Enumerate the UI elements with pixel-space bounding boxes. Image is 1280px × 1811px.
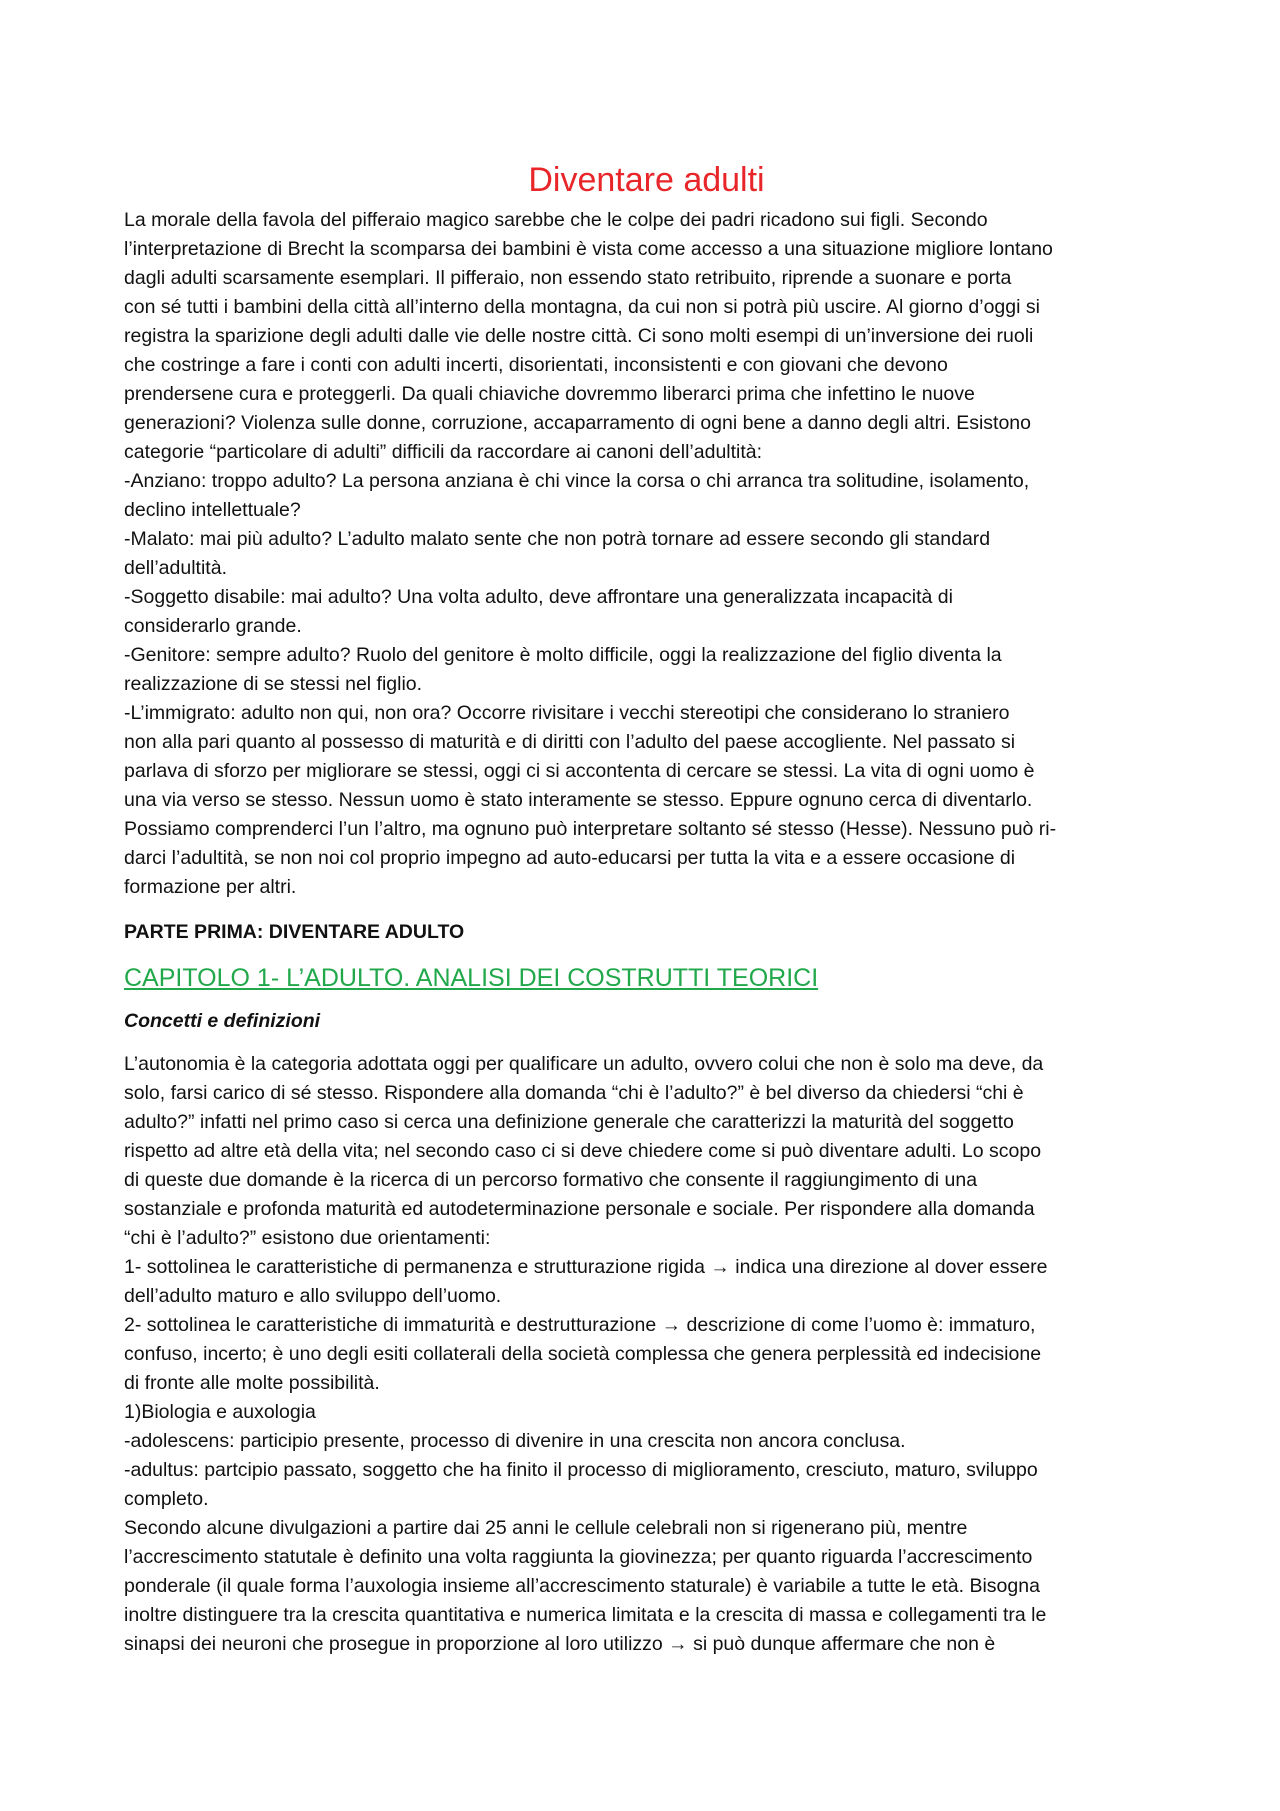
text-line: -adolescens: participio presente, processo di divenire in una crescita non ancora conclusa. [124, 1430, 906, 1452]
text-line: che costringe a fare i conti con adulti incerti, disorientati, inconsistenti e con giovani che devono [124, 354, 948, 376]
text-line: dell’adulto maturo e allo sviluppo dell’uomo. [124, 1285, 502, 1307]
part-heading: PARTE PRIMA: DIVENTARE ADULTO [124, 921, 465, 943]
text-line: dagli adulti scarsamente esemplari. Il pifferaio, non essendo stato retribuito, riprende a suonare e porta [124, 267, 1012, 289]
text-line: -adultus: partcipio passato, soggetto che ha finito il processo di miglioramento, cresciuto, maturo, sviluppo [124, 1459, 1038, 1481]
text-line: declino intellettuale? [124, 499, 301, 521]
text-line: -Genitore: sempre adulto? Ruolo del genitore è molto difficile, oggi la realizzazione del figlio diventa la [124, 644, 1002, 666]
text-line: adulto?” infatti nel primo caso si cerca una definizione generale che caratterizzi la maturità del soggetto [124, 1111, 1014, 1133]
text-line: “chi è l’adulto?” esistono due orientamenti: [124, 1227, 491, 1249]
text-line: sostanziale e profonda maturità ed autodeterminazione personale e sociale. Per rispondere alla domanda [124, 1198, 1035, 1220]
text-line: -L’immigrato: adulto non qui, non ora? Occorre rivisitare i vecchi stereotipi che considerano lo straniero [124, 702, 1010, 724]
text-line: dell’adultità. [124, 557, 227, 579]
text-line: prendersene cura e proteggerli. Da quali chiaviche dovremmo liberarci prima che infettino le nuove [124, 383, 975, 405]
text-line: 2- sottolinea le caratteristiche di immaturità e destrutturazione → descrizione di come l’uomo è: immaturo, [124, 1314, 1036, 1336]
section-heading: Concetti e definizioni [124, 1010, 321, 1032]
text-line: di fronte alle molte possibilità. [124, 1372, 380, 1394]
text-line: -Malato: mai più adulto? L’adulto malato sente che non potrà tornare ad essere secondo gli standard [124, 528, 991, 550]
page-content [124, 160, 1169, 1659]
text-line: -Anziano: troppo adulto? La persona anziana è chi vince la corsa o chi arranca tra solitudine, isolamento, [124, 470, 1030, 492]
text-line: rispetto ad altre età della vita; nel secondo caso ci si deve chiedere come si può diventare adulti. Lo scopo [124, 1140, 1042, 1162]
text-line: realizzazione di se stessi nel figlio. [124, 673, 423, 695]
chapter-heading: CAPITOLO 1- L’ADULTO. ANALISI DEI COSTRUTTI TEORICI [124, 964, 819, 992]
text-line: con sé tutti i bambini della città all’interno della montagna, da cui non si potrà più uscire. Al giorno d’oggi si [124, 296, 1040, 318]
text-line: sinapsi dei neuroni che prosegue in proporzione al loro utilizzo → si può dunque affermare che non è [124, 1633, 996, 1655]
text-line: l’interpretazione di Brecht la scomparsa dei bambini è vista come accesso a una situazione migliore lontano [124, 238, 1053, 260]
text-line: L’autonomia è la categoria adottata oggi per qualificare un adulto, ovvero colui che non è solo ma deve, da [124, 1053, 1044, 1075]
text-line: ponderale (il quale forma l’auxologia insieme all’accrescimento staturale) è variabile a tutte le età. Bisogna [124, 1575, 1040, 1597]
text-line: non alla pari quanto al possesso di maturità e di diritti con l’adulto del paese accogliente. Nel passato si [124, 731, 1016, 753]
text-line: La morale della favola del pifferaio magico sarebbe che le colpe dei padri ricadono sui figli. Secondo [124, 209, 988, 231]
text-line: inoltre distinguere tra la crescita quantitativa e numerica limitata e la crescita di massa e collegamenti tra le [124, 1604, 1047, 1626]
text-line: solo, farsi carico di sé stesso. Rispondere alla domanda “chi è l’adulto?” è bel diverso da chiedersi “chi è [124, 1082, 1024, 1104]
text-line: una via verso se stesso. Nessun uomo è stato interamente se stesso. Eppure ognuno cerca di diventarlo. [124, 789, 1033, 811]
text-line: considerarlo grande. [124, 615, 302, 637]
text-line: l’accrescimento statutale è definito una volta raggiunta la giovinezza; per quanto riguarda l’accrescimento [124, 1546, 1033, 1568]
text-line: categorie “particolare di adulti” difficili da raccordare ai canoni dell’adultità: [124, 441, 763, 463]
page-title: Diventare adulti [528, 161, 765, 199]
intro-paragraph [124, 206, 1169, 902]
text-line: 1- sottolinea le caratteristiche di permanenza e strutturazione rigida → indica una direzione al dover essere [124, 1256, 1048, 1278]
text-line: Secondo alcune divulgazioni a partire dai 25 anni le cellule celebrali non si rigenerano più, mentre [124, 1517, 968, 1539]
text-line: di queste due domande è la ricerca di un percorso formativo che consente il raggiungimento di una [124, 1169, 978, 1191]
text-line: -Soggetto disabile: mai adulto? Una volta adulto, deve affrontare una generalizzata incapacità di [124, 586, 953, 608]
text-line: darci l’adultità, se non noi col proprio impegno ad auto-educarsi per tutta la vita e a essere occasione di [124, 847, 1016, 869]
body-paragraph [124, 1050, 1169, 1659]
text-line: parlava di sforzo per migliorare se stessi, oggi ci si accontenta di cercare se stessi. La vita di ogni uomo è [124, 760, 1035, 782]
text-line: 1)Biologia e auxologia [124, 1401, 316, 1423]
text-line: registra la sparizione degli adulti dalle vie delle nostre città. Ci sono molti esempi di un’inversione dei ruoli [124, 325, 1034, 347]
text-line: Possiamo comprenderci l’un l’altro, ma ognuno può interpretare soltanto sé stesso (Hesse). Nessuno può ri- [124, 818, 1057, 840]
text-line: completo. [124, 1488, 209, 1510]
text-line: generazioni? Violenza sulle donne, corruzione, accaparramento di ogni bene a danno degli altri. Esistono [124, 412, 1031, 434]
text-line: confuso, incerto; è uno degli esiti collaterali della società complessa che genera perplessità ed indecisione [124, 1343, 1042, 1365]
text-line: formazione per altri. [124, 876, 297, 898]
